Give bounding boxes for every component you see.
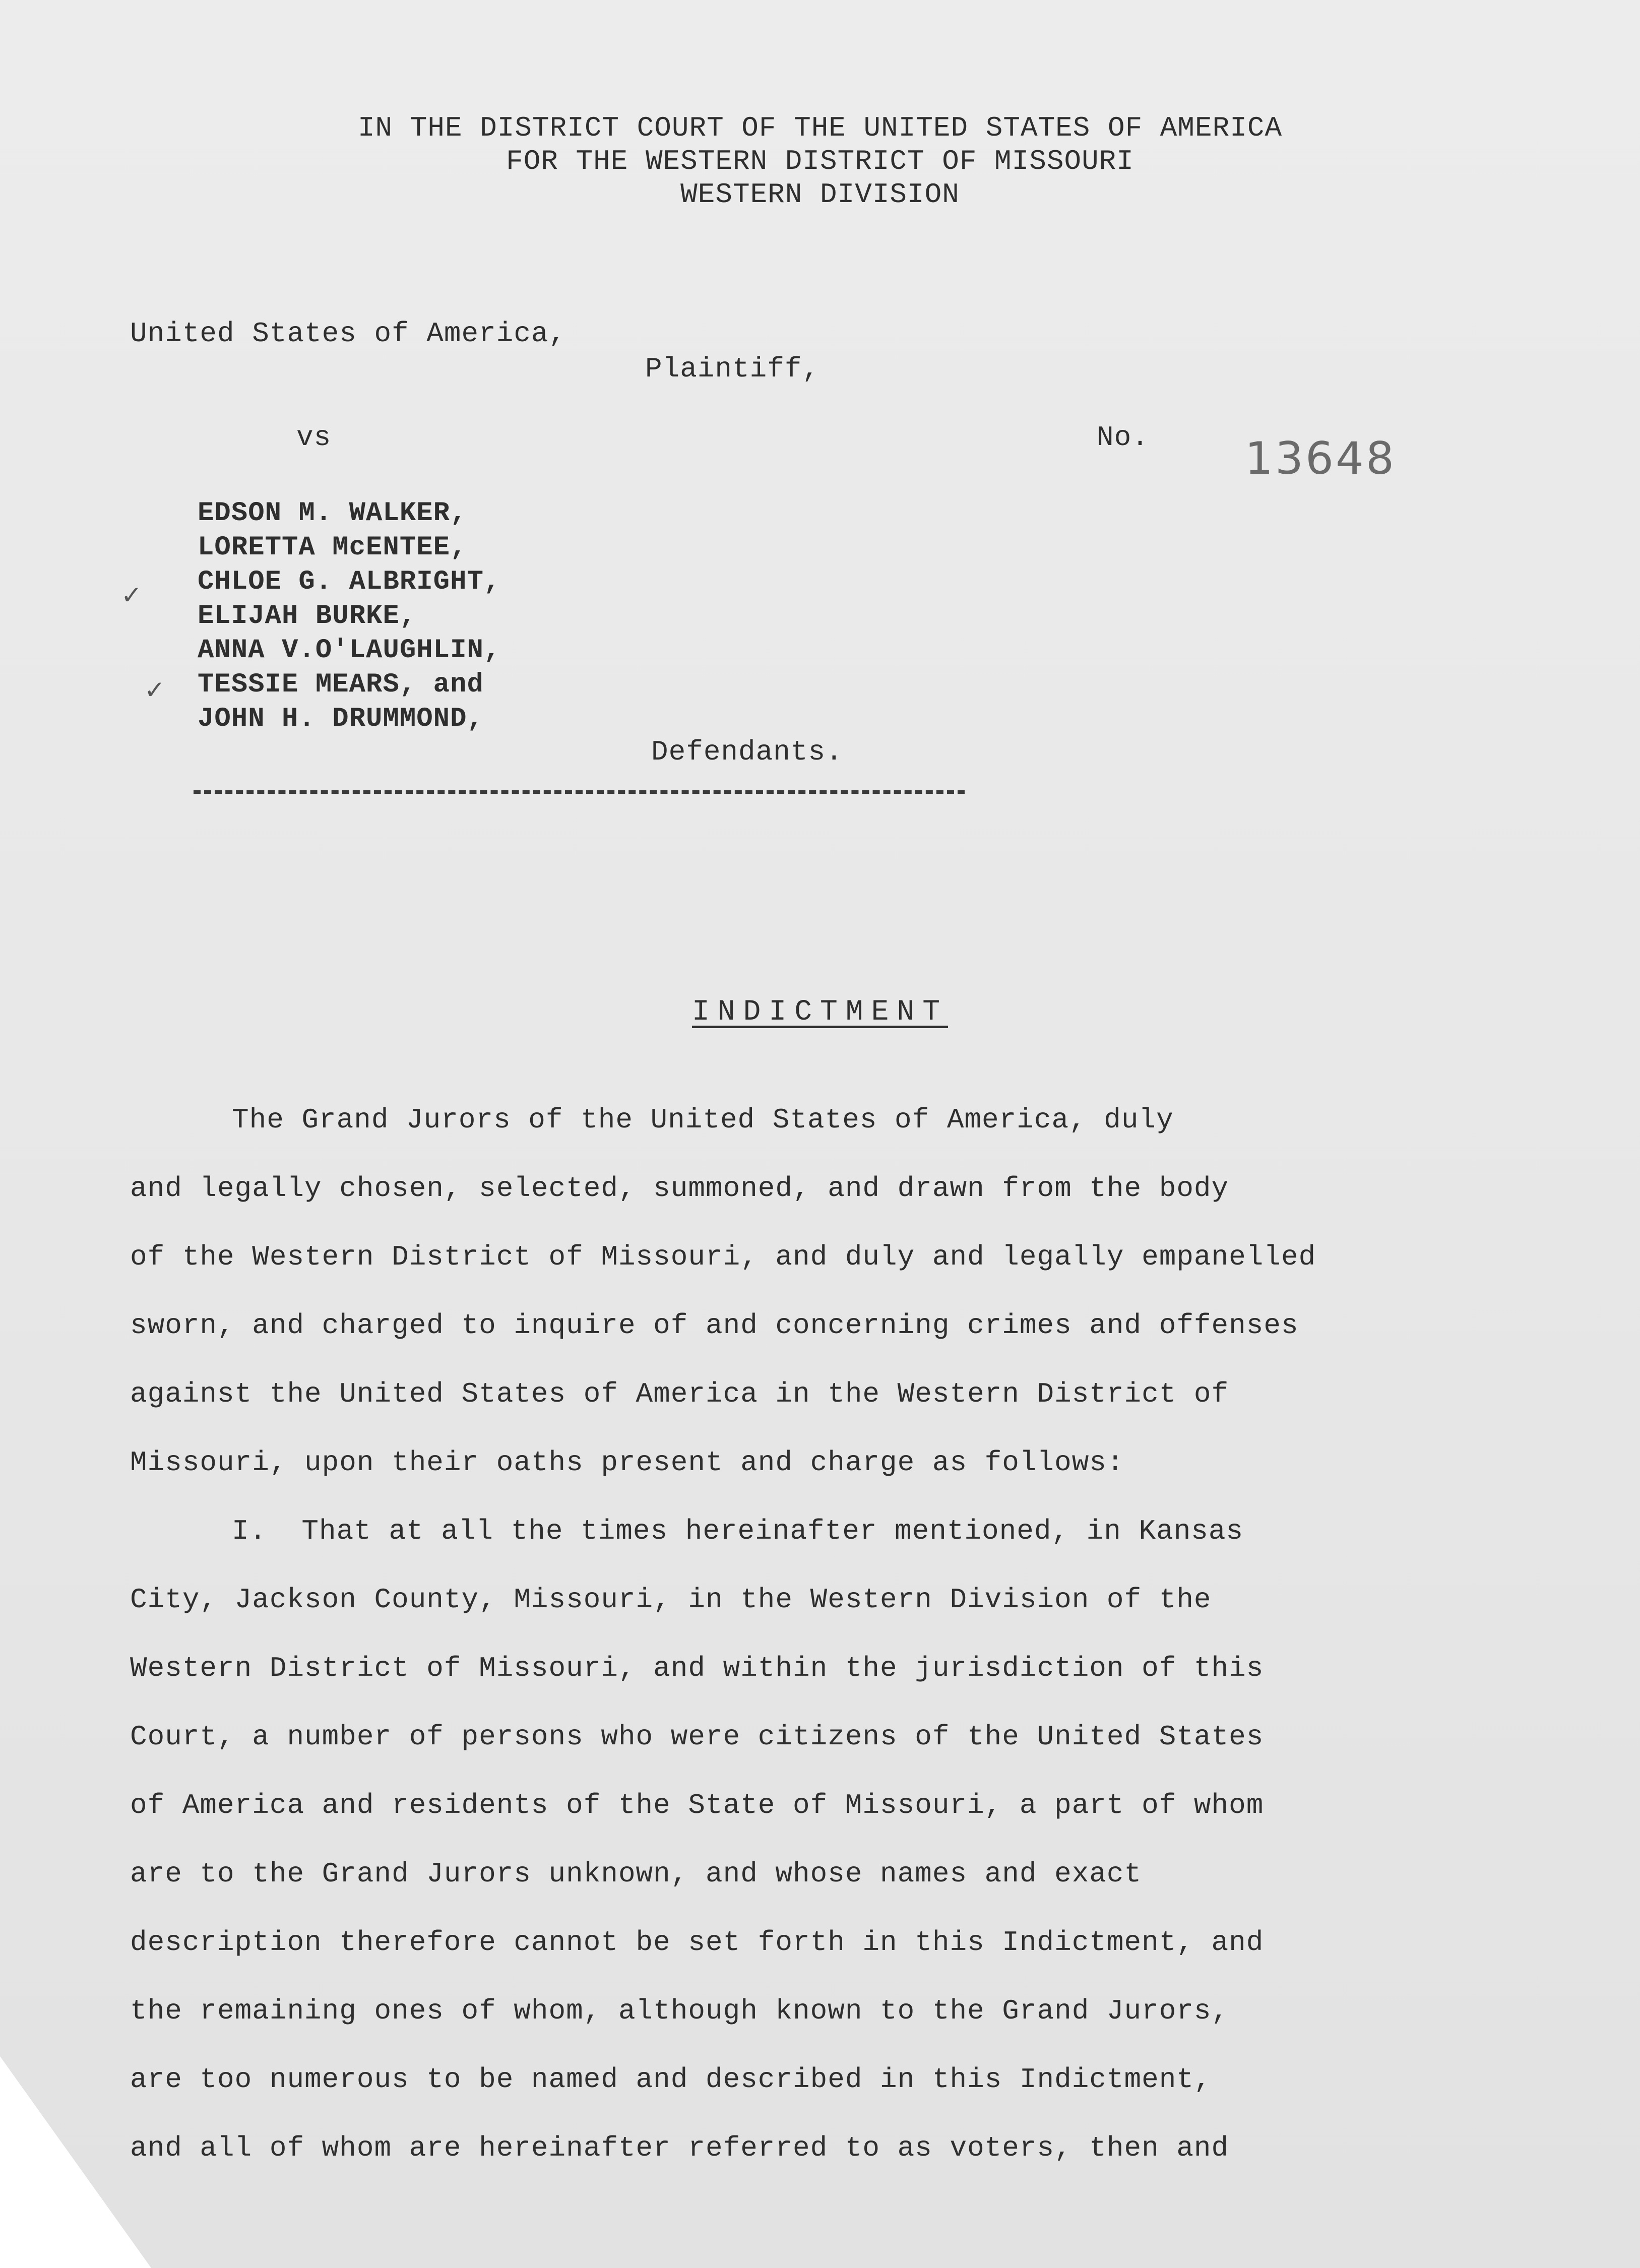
defendants-label: Defendants. [651, 736, 843, 768]
body-line: are to the Grand Jurors unknown, and whose names and exact [130, 1858, 1142, 1890]
court-heading-line-2: FOR THE WESTERN DISTRICT OF MISSOURI [506, 145, 1134, 177]
body-line: of the Western District of Missouri, and duly and legally empanelled [130, 1241, 1316, 1273]
defendant-7: JOHN H. DRUMMOND, [198, 704, 484, 734]
page-corner-fold [0, 2056, 151, 2268]
versus-label: vs [296, 421, 332, 454]
defendant-3: CHLOE G. ALBRIGHT, [198, 566, 501, 597]
body-line: the remaining ones of whom, although known to the Grand Jurors, [130, 1995, 1229, 2027]
body-line: and legally chosen, selected, summoned, and drawn from the body [130, 1172, 1229, 1205]
court-heading-line-1: IN THE DISTRICT COURT OF THE UNITED STATES OF AMERICA [357, 112, 1283, 144]
body-line: description therefore cannot be set forth in this Indictment, and [130, 1926, 1264, 1959]
body-line: Western District of Missouri, and within the jurisdiction of this [130, 1652, 1264, 1684]
body-line: Court, a number of persons who were citizens of the United States [130, 1721, 1264, 1753]
defendant-6: TESSIE MEARS, and [198, 669, 484, 700]
body-line: The Grand Jurors of the United States of America, duly [232, 1104, 1174, 1136]
case-number-label: No. [1097, 421, 1149, 454]
body-line: Missouri, upon their oaths present and charge as follows: [130, 1446, 1124, 1479]
plaintiff-label: Plaintiff, [645, 353, 820, 385]
court-heading-line-3: WESTERN DIVISION [680, 178, 960, 211]
body-line: I. That at all the times hereinafter mentioned, in Kansas [232, 1515, 1244, 1547]
document-title: INDICTMENT [691, 996, 949, 1029]
body-line: against the United States of America in the Western District of [130, 1378, 1229, 1410]
handwritten-check-mark: ✓ [144, 675, 165, 705]
handwritten-check-mark: ✓ [121, 581, 142, 610]
body-line: City, Jackson County, Missouri, in the Western Division of the [130, 1584, 1212, 1616]
defendant-1: EDSON M. WALKER, [198, 498, 467, 529]
case-number: 13648 [1245, 432, 1396, 484]
defendant-2: LORETTA McENTEE, [198, 532, 467, 563]
caption-divider [194, 790, 965, 794]
plaintiff-name: United States of America, [130, 318, 566, 350]
body-line: sworn, and charged to inquire of and concerning crimes and offenses [130, 1309, 1299, 1342]
body-line: and all of whom are hereinafter referred to as voters, then and [130, 2132, 1229, 2164]
defendant-4: ELIJAH BURKE, [198, 601, 417, 632]
body-line: of America and residents of the State of Missouri, a part of whom [130, 1789, 1264, 1821]
defendant-5: ANNA V.O'LAUGHLIN, [198, 635, 501, 666]
body-line: are too numerous to be named and described in this Indictment, [130, 2063, 1212, 2096]
